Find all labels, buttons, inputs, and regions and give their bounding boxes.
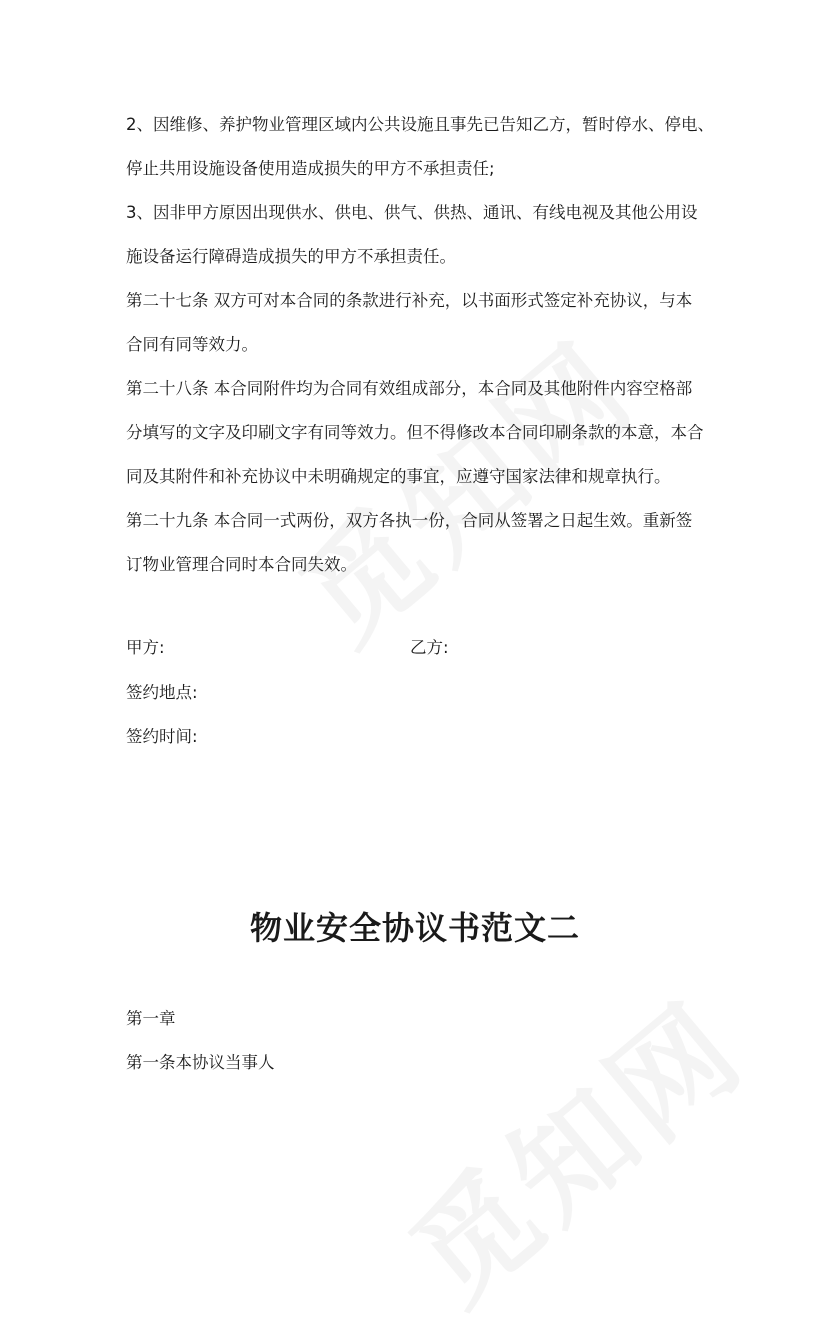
article-heading: 第一条本协议当事人 bbox=[126, 1053, 275, 1072]
contract-body bbox=[126, 103, 714, 587]
paragraph-line: 停止共用设施设备使用造成损失的甲方不承担责任; bbox=[126, 159, 495, 178]
paragraph-line: 合同有同等效力。 bbox=[126, 335, 258, 354]
paragraph-line: 第二十八条 本合同附件均为合同有效组成部分，本合同及其他附件内容空格部 bbox=[126, 379, 693, 398]
party-b-label: 乙方: bbox=[410, 638, 449, 657]
paragraph-line: 分填写的文字及印刷文字有同等效力。但不得修改本合同印刷条款的本意，本合 bbox=[126, 423, 704, 442]
paragraph-line: 3、因非甲方原因出现供水、供电、供气、供热、通讯、有线电视及其他公用设 bbox=[126, 203, 698, 222]
paragraph-line: 同及其附件和补充协议中未明确规定的事宜，应遵守国家法律和规章执行。 bbox=[126, 467, 671, 486]
paragraph-line: 第二十九条 本合同一式两份，双方各执一份，合同从签署之日起生效。重新签 bbox=[126, 511, 693, 530]
signing-place-label: 签约地点: bbox=[126, 683, 198, 702]
paragraph-line: 施设备运行障碍造成损失的甲方不承担责任。 bbox=[126, 247, 456, 266]
document-title: 物业安全协议书范文二 bbox=[249, 909, 580, 947]
paragraph-line: 第二十七条 双方可对本合同的条款进行补充，以书面形式签定补充协议，与本 bbox=[126, 291, 693, 310]
paragraph-line: 2、因维修、养护物业管理区域内公共设施且事先已告知乙方，暂时停水、停电、 bbox=[126, 115, 714, 134]
signing-time-label: 签约时间: bbox=[126, 727, 198, 746]
chapter-heading: 第一章 bbox=[126, 1009, 176, 1028]
party-a-label: 甲方: bbox=[126, 638, 165, 657]
watermark bbox=[370, 957, 775, 1335]
paragraph-line: 订物业管理合同时本合同失效。 bbox=[126, 555, 357, 574]
